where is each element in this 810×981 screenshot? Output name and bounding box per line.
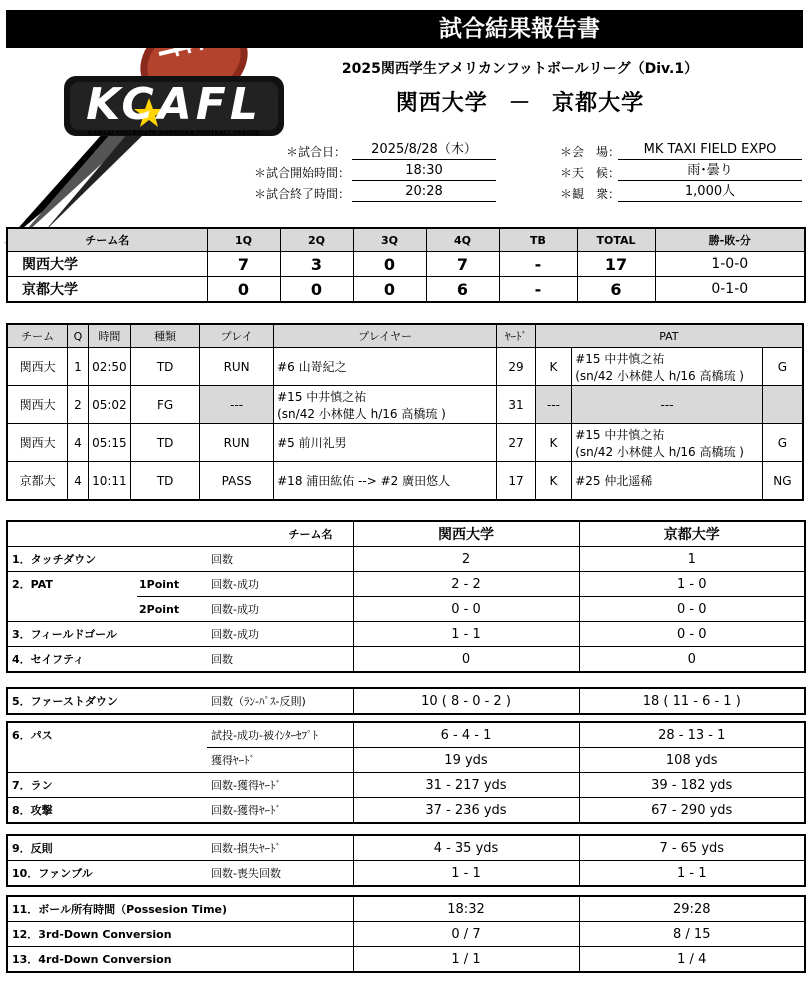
stat-label: 4．セイフティ [7, 647, 207, 673]
stat-label: 7．ラン [7, 773, 207, 798]
stat-desc: 回数-獲得ﾔｰﾄﾞ [207, 773, 353, 798]
stat-label-empty [7, 597, 137, 622]
plays-header-player: プレイヤー [274, 324, 497, 348]
stat-home: 37 - 236 yds [353, 798, 579, 824]
score-row [7, 277, 805, 303]
plays-header-type: 種類 [131, 324, 200, 348]
pat-player: --- [572, 386, 763, 424]
score-q3: 0 [353, 277, 426, 303]
score-q3: 0 [353, 252, 426, 277]
stat-row-pat-1point [7, 572, 805, 597]
score-header-record: 勝-敗-分 [655, 228, 805, 252]
home-team-title: 関西大学 [395, 91, 488, 116]
play-team: 関西大 [7, 424, 68, 462]
stat-away: 0 - 0 [579, 622, 805, 647]
logo-subtitle: KANSAI COLLEGIATE AMERICAN FOOTBALL LEAGUE [88, 130, 260, 137]
stat-label: 1．タッチダウン [7, 547, 207, 572]
plays-header-time: 時間 [88, 324, 131, 348]
stat-label: 3．フィールドゴール [7, 622, 207, 647]
play-type: TD [131, 424, 200, 462]
stat-home: 31 - 217 yds [353, 773, 579, 798]
play-yards: 31 [497, 386, 536, 424]
away-team-title: 京都大学 [552, 91, 645, 116]
score-team: 関西大学 [7, 252, 207, 277]
score-header-team: チーム名 [7, 228, 207, 252]
pat-kind: K [535, 462, 572, 501]
stat-desc: 回数-喪失回数 [207, 861, 353, 887]
stats-table-possession [6, 895, 806, 973]
stat-row-pat-2point [7, 597, 805, 622]
score-q1: 7 [207, 252, 280, 277]
plays-header-row [7, 324, 803, 348]
play-type: FG [131, 386, 200, 424]
stats-header-label: チーム名 [7, 521, 353, 547]
play-player: #6 山嵜紀之 [274, 348, 497, 386]
stat-desc: 回数-損失ﾔｰﾄﾞ [207, 835, 353, 861]
score-total: 6 [577, 277, 655, 303]
stat-desc: 回数 [207, 547, 353, 572]
play-kind: RUN [200, 424, 274, 462]
attendance-value: 1,000人 [618, 183, 802, 202]
stat-desc: 回数-獲得ﾔｰﾄﾞ [207, 798, 353, 824]
plays-header-q: Q [68, 324, 88, 348]
stats-table-scoring [6, 520, 806, 673]
pat-result: G [762, 348, 803, 386]
stat-desc: 回数-成功 [207, 572, 353, 597]
stat-row-offense [7, 798, 805, 824]
stats-table-turnovers [6, 834, 806, 887]
stat-home: 2 [353, 547, 579, 572]
score-header-q4: 4Q [426, 228, 499, 252]
stat-away: 1 - 0 [579, 572, 805, 597]
stat-label: 9．反則 [7, 835, 207, 861]
play-quarter: 4 [68, 462, 88, 501]
pat-result: G [762, 424, 803, 462]
stat-away: 29:28 [579, 896, 805, 922]
play-row [7, 462, 803, 501]
score-q2: 0 [280, 277, 353, 303]
play-yards: 29 [497, 348, 536, 386]
score-team: 京都大学 [7, 277, 207, 303]
stat-label: 11．ボール所有時間（Possesion Time) [7, 896, 353, 922]
stat-home: 1 - 1 [353, 861, 579, 887]
stat-desc: 獲得ﾔｰﾄﾞ [207, 748, 353, 773]
stat-label: 12．3rd-Down Conversion [7, 922, 353, 947]
play-time: 05:15 [88, 424, 131, 462]
pat-kind: K [535, 424, 572, 462]
score-q1: 0 [207, 277, 280, 303]
stat-label: 10．ファンブル [7, 861, 207, 887]
weather-value: 雨･曇り [618, 162, 802, 181]
stat-away: 0 - 0 [579, 597, 805, 622]
stat-away: 1 - 1 [579, 861, 805, 887]
stat-home: 18:32 [353, 896, 579, 922]
play-kind: RUN [200, 348, 274, 386]
stat-row-fumble [7, 861, 805, 887]
play-row [7, 348, 803, 386]
scoring-plays-table [6, 323, 804, 501]
stat-row-field-goals [7, 622, 805, 647]
weather-label: ＊天 候： [560, 166, 621, 180]
stat-away: 67 - 290 yds [579, 798, 805, 824]
score-q4: 7 [426, 252, 499, 277]
play-player: #5 前川礼男 [274, 424, 497, 462]
play-time: 10:11 [88, 462, 131, 501]
plays-header-yards: ﾔｰﾄﾞ [497, 324, 536, 348]
play-type: TD [131, 348, 200, 386]
league-name: 2025関西学生アメリカンフットボールリーグ（Div.1） [341, 61, 699, 77]
stat-desc: 回数-成功 [207, 597, 353, 622]
plays-header-pat: PAT [535, 324, 803, 348]
stat-home: 0 - 0 [353, 597, 579, 622]
stat-home: 10 ( 8 - 0 - 2 ) [353, 688, 579, 714]
stat-home: 1 / 1 [353, 947, 579, 973]
score-header-q1: 1Q [207, 228, 280, 252]
pat-result: NG [762, 462, 803, 501]
score-q2: 3 [280, 252, 353, 277]
stat-home: 6 - 4 - 1 [353, 722, 579, 748]
pat-player: #15 中井慎之祐 (sn/42 小林健人 h/16 高橋琉 ) [572, 424, 763, 462]
stat-label: 13．4rd-Down Conversion [7, 947, 353, 973]
score-header-q2: 2Q [280, 228, 353, 252]
play-team: 京都大 [7, 462, 68, 501]
play-kind: PASS [200, 462, 274, 501]
stat-desc: 回数（ﾗﾝ-ﾊﾟｽ-反則) [207, 688, 353, 714]
page-title: 試合結果報告書 [439, 16, 600, 42]
stats-header-row [7, 521, 805, 547]
pat-player: #15 中井慎之祐 (sn/42 小林健人 h/16 高橋琉 ) [572, 348, 763, 386]
end-label: ＊試合終了時間： [254, 187, 351, 201]
stat-home: 2 - 2 [353, 572, 579, 597]
score-record: 0-1-0 [655, 277, 805, 303]
matchup-separator: － [508, 91, 532, 116]
stats-table-first-downs [6, 687, 806, 715]
pat-kind: --- [535, 386, 572, 424]
score-table [6, 227, 806, 303]
stat-desc: 回数-成功 [207, 622, 353, 647]
play-quarter: 2 [68, 386, 88, 424]
play-time: 05:02 [88, 386, 131, 424]
stat-row-possession [7, 896, 805, 922]
stat-row-safety [7, 647, 805, 673]
stat-away: 1 / 4 [579, 947, 805, 973]
play-yards: 17 [497, 462, 536, 501]
stat-away: 8 / 15 [579, 922, 805, 947]
venue-value: MK TAXI FIELD EXPO [618, 141, 802, 160]
attendance-label: ＊観 衆： [560, 187, 621, 201]
score-total: 17 [577, 252, 655, 277]
play-team: 関西大 [7, 348, 68, 386]
plays-header-team: チーム [7, 324, 68, 348]
matchup [270, 86, 770, 117]
play-team: 関西大 [7, 386, 68, 424]
stat-home: 4 - 35 yds [353, 835, 579, 861]
score-header-tb: TB [499, 228, 577, 252]
stat-label: 2．PAT [7, 572, 137, 597]
play-row [7, 424, 803, 462]
stat-home: 1 - 1 [353, 622, 579, 647]
start-value: 18:30 [352, 162, 496, 181]
score-q4: 6 [426, 277, 499, 303]
stat-away: 39 - 182 yds [579, 773, 805, 798]
stat-row-first-downs [7, 688, 805, 714]
pat-result [762, 386, 803, 424]
date-value: 2025/8/28（木） [352, 141, 496, 160]
stat-label: 8．攻撃 [7, 798, 207, 824]
stat-row-third-down [7, 922, 805, 947]
stat-away: 1 [579, 547, 805, 572]
play-row [7, 386, 803, 424]
title-bar [6, 10, 803, 48]
pat-kind: K [535, 348, 572, 386]
stat-sub: 1Point [137, 572, 207, 597]
play-quarter: 1 [68, 348, 88, 386]
stat-row-touchdowns [7, 547, 805, 572]
stat-row-run [7, 773, 805, 798]
stat-desc: 試投-成功-被ｲﾝﾀｰｾﾌﾟﾄ [207, 722, 353, 748]
score-record: 1-0-0 [655, 252, 805, 277]
score-tb: - [499, 252, 577, 277]
stat-row-pass [7, 722, 805, 748]
stat-row-penalty [7, 835, 805, 861]
end-value: 20:28 [352, 183, 496, 202]
stat-home: 19 yds [353, 748, 579, 773]
venue-label: ＊会 場： [560, 145, 621, 159]
stat-label: 6．パス [7, 722, 207, 748]
play-time: 02:50 [88, 348, 131, 386]
stat-away: 108 yds [579, 748, 805, 773]
score-tb: - [499, 277, 577, 303]
play-type: TD [131, 462, 200, 501]
score-header-row [7, 228, 805, 252]
stats-table-offense [6, 721, 806, 824]
stat-row-fourth-down [7, 947, 805, 973]
stat-away: 7 - 65 yds [579, 835, 805, 861]
score-row [7, 252, 805, 277]
start-label: ＊試合開始時間： [254, 166, 351, 180]
stat-sub: 2Point [137, 597, 207, 622]
stat-row-pass-yards [7, 748, 805, 773]
stat-away: 18 ( 11 - 6 - 1 ) [579, 688, 805, 714]
date-label: ＊試合日： [286, 145, 347, 159]
stats-header-away: 京都大学 [579, 521, 805, 547]
logo-text: KCAFL [86, 79, 262, 130]
stat-away: 0 [579, 647, 805, 673]
score-header-total: TOTAL [577, 228, 655, 252]
stat-desc: 回数 [207, 647, 353, 673]
plays-header-play: プレイ [200, 324, 274, 348]
stat-label-empty [7, 748, 207, 773]
play-kind: --- [200, 386, 274, 424]
stat-label: 5．ファーストダウン [7, 688, 207, 714]
play-yards: 27 [497, 424, 536, 462]
stats-header-home: 関西大学 [353, 521, 579, 547]
stat-home: 0 / 7 [353, 922, 579, 947]
pat-player: #25 仲北遥稀 [572, 462, 763, 501]
stat-home: 0 [353, 647, 579, 673]
score-header-q3: 3Q [353, 228, 426, 252]
stat-away: 28 - 13 - 1 [579, 722, 805, 748]
play-player: #15 中井慎之祐 (sn/42 小林健人 h/16 高橋琉 ) [274, 386, 497, 424]
play-quarter: 4 [68, 424, 88, 462]
play-player: #18 浦田紘佑 --> #2 廣田悠人 [274, 462, 497, 501]
